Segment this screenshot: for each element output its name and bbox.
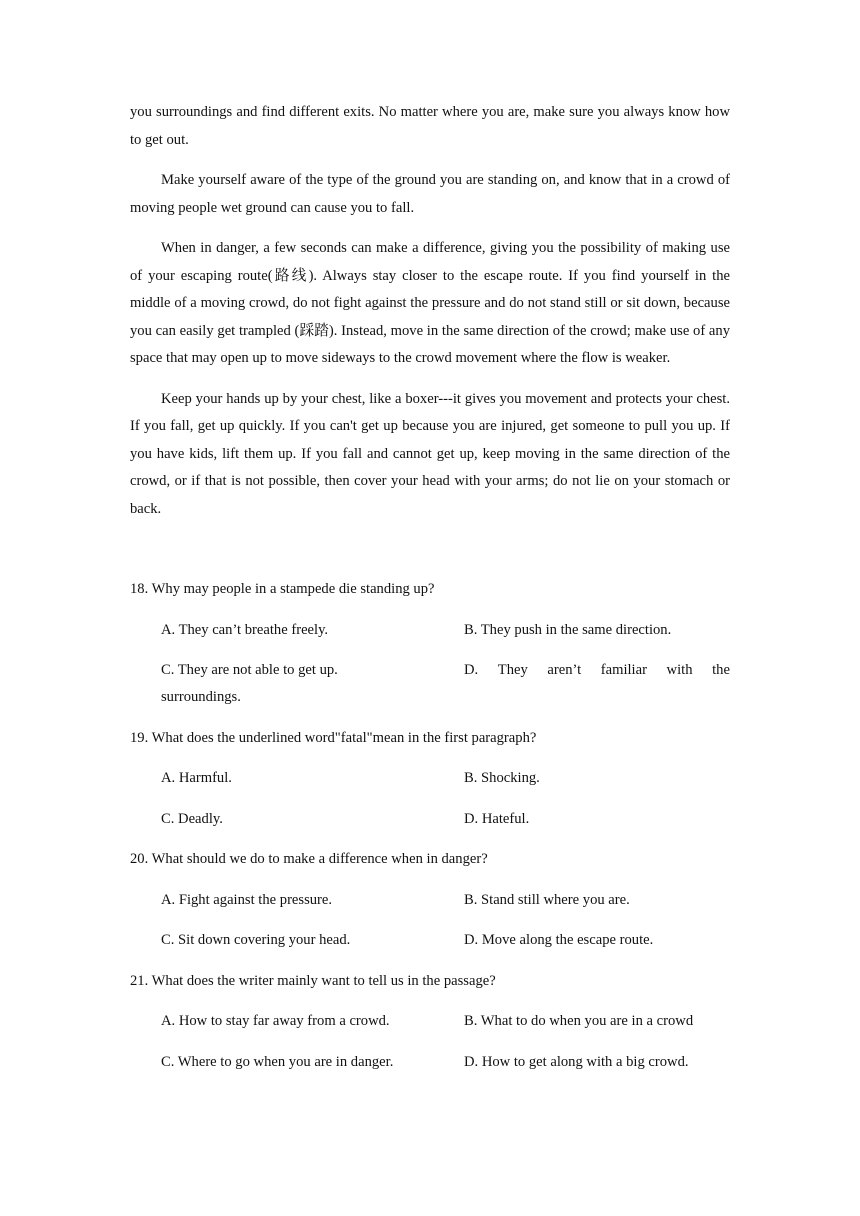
option-a: A. Fight against the pressure. bbox=[161, 891, 333, 908]
option-d: D. How to get along with a big crowd. bbox=[464, 1053, 689, 1070]
option-d-continuation: surroundings. bbox=[161, 689, 241, 705]
question-21 bbox=[130, 968, 730, 1090]
question-stem: 18. Why may people in a stampede die standing up? bbox=[130, 581, 435, 597]
option-d-word: familiar bbox=[600, 662, 647, 678]
question-stem: 21. What does the writer mainly want to tell us in the passage? bbox=[130, 972, 496, 989]
document-page bbox=[130, 99, 730, 1089]
passage-paragraph: you surroundings and find different exits. No matter where you are, make sure you always know how to get out. bbox=[130, 104, 730, 148]
option-d-word: They bbox=[497, 662, 528, 678]
options-row bbox=[130, 887, 730, 928]
option-d-word: the bbox=[712, 662, 730, 678]
option-d: D. Move along the escape route. bbox=[464, 932, 654, 948]
options-row bbox=[130, 1008, 730, 1049]
option-c: C. Sit down covering your head. bbox=[161, 932, 351, 948]
passage-paragraph: When in danger, a few seconds can make a difference, giving you the possibility of making use of your escaping route(路线). Always stay closer to the escape route. If you find yourself in the middle of a moving crowd, do not fight against the pressure and do not stand still or sit down, because you can easily get trampled (踩踏). Instead, move in the same direction of the crowd; make use of any space that may open up to move sideways to the crowd movement where the flow is weaker. bbox=[130, 240, 730, 366]
option-c: C. Where to go when you are in danger. bbox=[161, 1053, 394, 1070]
option-b: B. Stand still where you are. bbox=[464, 891, 630, 908]
option-d-word: aren’t bbox=[547, 662, 582, 678]
option-a: A. Harmful. bbox=[161, 770, 232, 786]
question-20 bbox=[130, 846, 730, 968]
options-row bbox=[130, 806, 730, 847]
option-d-word: D. bbox=[464, 662, 479, 678]
section-gap bbox=[130, 536, 730, 576]
options-line bbox=[161, 657, 730, 684]
option-b: B. What to do when you are in a crowd bbox=[464, 1013, 694, 1029]
option-d bbox=[464, 657, 730, 684]
passage-paragraph: Make yourself aware of the type of the ground you are standing on, and know that in a crowd of moving people wet ground can cause you to fall. bbox=[130, 172, 730, 216]
question-18 bbox=[130, 576, 730, 725]
option-d-word: with bbox=[666, 662, 693, 678]
option-d: D. Hateful. bbox=[464, 810, 530, 827]
options-row bbox=[130, 617, 730, 658]
question-stem: 20. What should we do to make a difference when in danger? bbox=[130, 851, 488, 867]
option-c: C. Deadly. bbox=[161, 810, 223, 827]
options-row bbox=[130, 1049, 730, 1090]
options-row bbox=[130, 657, 730, 725]
option-b: B. They push in the same direction. bbox=[464, 621, 672, 638]
options-row bbox=[130, 927, 730, 968]
option-a: A. How to stay far away from a crowd. bbox=[161, 1013, 390, 1029]
option-a: A. They can’t breathe freely. bbox=[161, 621, 329, 638]
option-c: C. They are not able to get up. bbox=[161, 662, 338, 678]
question-19 bbox=[130, 725, 730, 847]
passage-paragraph: Keep your hands up by your chest, like a boxer---it gives you movement and protects your chest. If you fall, get up quickly. If you can't get up because you are injured, get someone to pull you up. If you have kids, lift them up. If you fall and cannot get up, keep moving in the same direction of the crowd, or if that is not possible, then cover your head with your arms; do not lie on your stomach or back. bbox=[130, 390, 730, 517]
option-b: B. Shocking. bbox=[464, 770, 540, 786]
options-row bbox=[130, 765, 730, 806]
question-stem: 19. What does the underlined word"fatal"mean in the first paragraph? bbox=[130, 729, 537, 746]
